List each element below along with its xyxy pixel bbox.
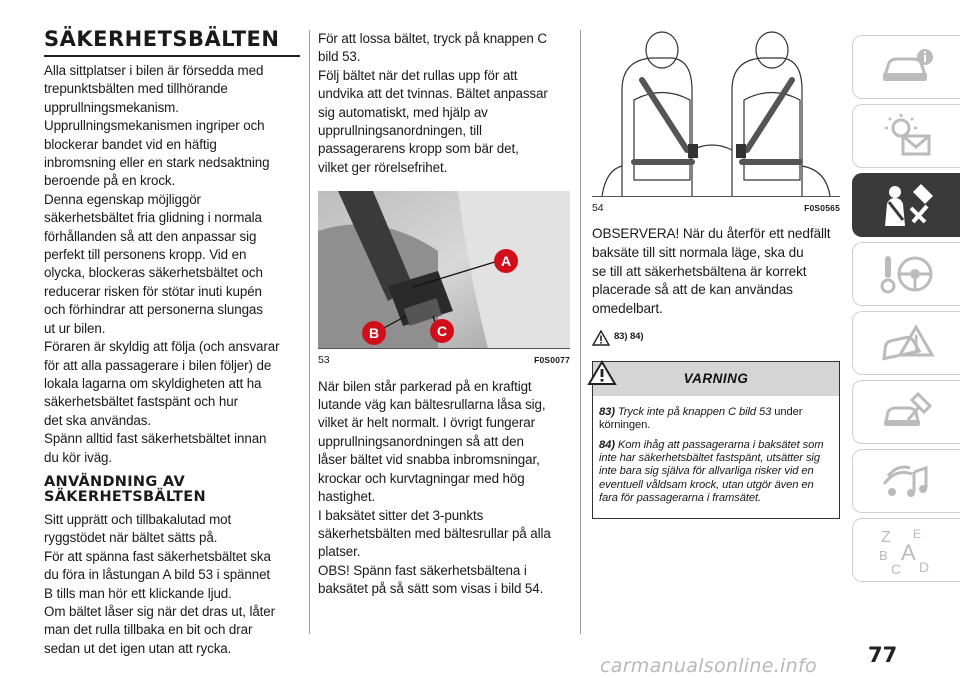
section-heading [44, 475, 300, 505]
warning-light-icon [879, 114, 935, 158]
text-line: krockar och kurvtagningar med hög [318, 470, 525, 486]
warning-item-number: 84) [599, 438, 615, 451]
reference-numbers: 83) 84) [614, 331, 644, 343]
warning-box [592, 361, 840, 519]
column-3 [592, 30, 840, 519]
text-line: platser. [318, 544, 361, 560]
figure-number: 53 [318, 354, 330, 367]
text-line: När bilen står parkerad på en kraftigt [318, 378, 532, 394]
figure-54-rear-seat-diagram [592, 30, 840, 196]
text-line: omedelbart. [592, 300, 663, 316]
tab-multimedia[interactable] [852, 449, 960, 513]
label-b: B [368, 325, 380, 342]
text-line: Följ bältet när det rullas upp för att [318, 67, 518, 83]
figure-53-caption [318, 348, 570, 369]
text-line: OBSERVERA! När du återför ett nedfällt [592, 226, 831, 242]
text-line: B tills man hör ett klickande ljud. [44, 585, 232, 601]
text-line: du kör iväg. [44, 449, 113, 465]
text-line: säkerhetsbältet fria glidning i normala [44, 210, 262, 226]
maintenance-icon [878, 390, 936, 434]
emergency-car-icon [878, 321, 936, 365]
column-divider [580, 30, 581, 634]
text-line: Upprullningsmekanismen ingriper och [44, 118, 265, 134]
text-line: man det rulla tillbaka en bit och drar [44, 622, 253, 638]
label-a: A [500, 253, 512, 270]
label-c: C [436, 323, 448, 340]
figure-number: 54 [592, 202, 604, 214]
index-icon [875, 524, 939, 576]
car-info-icon [879, 47, 935, 87]
text-line: vilket ger rörelsefrihet. [318, 159, 448, 175]
text-line: upprullningsanordningen, till [318, 123, 482, 139]
column-2 [318, 30, 570, 599]
note-text [592, 225, 840, 318]
page-title: SÄKERHETSBÄLTEN [44, 28, 300, 57]
index-letter: D [918, 559, 929, 575]
text-line: Alla sittplatser i bilen är försedda med [44, 63, 264, 78]
text-line: blockerar bandet vid en häftig [44, 136, 217, 152]
figure-53-buckle-photo [318, 191, 570, 348]
text-line: För att spänna fast säkerhetsbältet ska [44, 548, 271, 564]
text-line: trepunktsbälten med tillhörande [44, 81, 228, 97]
release-text [318, 30, 570, 177]
text-line: Föraren är skyldig att följa (och ansvarar [44, 339, 280, 355]
text-line: Om bältet låser sig när det dras ut, låter [44, 603, 275, 619]
figure-code: F0S0077 [534, 355, 570, 366]
text-line: sig automatiskt, med hjälp av [318, 104, 488, 120]
text-line: reducerar risken för stötar inuti kupén [44, 283, 262, 299]
tab-emergency[interactable] [852, 311, 960, 375]
text-line: upprullningsmekanism. [44, 99, 179, 115]
text-line: Spänn alltid fast säkerhetsbältet innan [44, 431, 267, 447]
rear-seats-illustration [592, 30, 840, 196]
warning-header [593, 362, 839, 396]
section-heading-line1: ANVÄNDNING AV [44, 473, 185, 490]
text-line: vilket är helt normalt. I övrigt fungerar [318, 415, 535, 431]
text-line: bild 53. [318, 49, 361, 65]
tab-seatbelt-safety[interactable] [852, 173, 960, 237]
section-heading-line2: SÄKERHETSBÄLTEN [44, 488, 206, 505]
warning-references [592, 328, 840, 346]
text-line: hastighet. [318, 489, 376, 505]
text-line: undvika att det tvinnas. Bältet anpassar [318, 86, 548, 102]
figure-54-caption [592, 196, 840, 217]
figure-code: F0S0565 [804, 203, 840, 213]
warning-triangle-icon [587, 360, 617, 386]
text-line: För att lossa bältet, tryck på knappen C [318, 31, 547, 46]
warning-item-number: 83) [599, 405, 615, 418]
usage-text [44, 511, 300, 658]
steering-wheel-icon [879, 252, 935, 296]
text-line: ryggstödet när bältet sätts på. [44, 530, 218, 546]
text-line: I baksätet sitter det 3-punkts [318, 507, 484, 523]
warning-triangle-icon [592, 330, 610, 346]
index-letter: E [912, 527, 921, 541]
text-line: passagerarens kropp som bär det, [318, 141, 519, 157]
text-line: ut ur bilen. [44, 320, 106, 336]
text-line: och förhindrar att personerna slungas [44, 302, 263, 318]
index-letter: Z [880, 529, 891, 546]
tab-car-info[interactable] [852, 35, 960, 99]
text-line: upprullningsanordningen så att den [318, 433, 524, 449]
index-letter: C [890, 561, 901, 576]
warning-title: VARNING [683, 370, 749, 386]
parking-text [318, 378, 570, 599]
text-line: säkerhetsbältet fastspänt och hur [44, 394, 238, 410]
tab-warning-lights[interactable] [852, 104, 960, 168]
column-divider [309, 30, 310, 634]
text-line: lokala lagarna om skyldigheten att ha [44, 375, 262, 391]
intro-text [44, 62, 300, 467]
warning-item-text: Tryck inte på knappen C bild 53 [617, 405, 772, 418]
text-line: Denna egenskap möjliggör [44, 191, 201, 207]
tab-maintenance[interactable] [852, 380, 960, 444]
text-line: baksätet på så sätt som visas i bild 54. [318, 581, 544, 597]
page-number: 77 [868, 643, 898, 667]
tab-driving[interactable] [852, 242, 960, 306]
text-line: förhållanden så att den anpassar sig [44, 228, 257, 244]
text-line: perfekt till personens kropp. Vid en [44, 247, 247, 263]
text-line: baksäte till sitt normala läge, ska du [592, 245, 804, 260]
text-line: det ska användas. [44, 412, 151, 428]
index-letter: B [878, 548, 888, 563]
text-line: Sitt upprätt och tillbakalutad mot [44, 511, 232, 527]
column-1 [44, 28, 300, 658]
tab-index[interactable] [852, 518, 960, 582]
warning-item-83 [599, 406, 833, 433]
text-line: placerade så att de kan användas [592, 282, 793, 298]
buckle-illustration [318, 191, 570, 348]
multimedia-icon [878, 458, 936, 504]
text-line: lutande väg kan bältesrullarna låsa sig, [318, 397, 546, 413]
text-line: låser bältet vid snabba inbromsningar, [318, 452, 540, 468]
text-line: olycka, blockeras säkerhetsbältet och [44, 265, 263, 281]
text-line: se till att säkerhetsbältena är korrekt [592, 263, 807, 279]
watermark: carmanualsonline.info [600, 655, 817, 677]
seatbelt-icon [877, 182, 937, 228]
warning-item-84 [599, 439, 833, 506]
text-line: sedan ut det igen utan att rycka. [44, 640, 232, 656]
index-letter: A [900, 540, 916, 565]
text-line: inbromsning eller en stark nedsaktning [44, 155, 270, 171]
text-line: beroende på en krock. [44, 173, 176, 189]
text-line: säkerhetsbälten med bältesrullar på alla [318, 525, 551, 541]
text-line: du föra in låstungan A bild 53 i spännet [44, 567, 271, 583]
warning-body [593, 396, 839, 518]
warning-item-tail: under körningen. [599, 405, 803, 432]
text-line: för att alla passagerare i bilen följer) de [44, 357, 272, 373]
text-line: OBS! Spänn fast säkerhetsbältena i [318, 562, 527, 578]
warning-item-text: Kom ihåg att passagerarna i baksätet som inte har säkerhetsbältet fastspänt, utsätter sig inte bara sig själva för allvarliga risker vid en eventuell våldsam krock, utan utgör även en fara för passagerarna i framsätet. [599, 438, 824, 505]
chapter-tabs [852, 35, 960, 587]
